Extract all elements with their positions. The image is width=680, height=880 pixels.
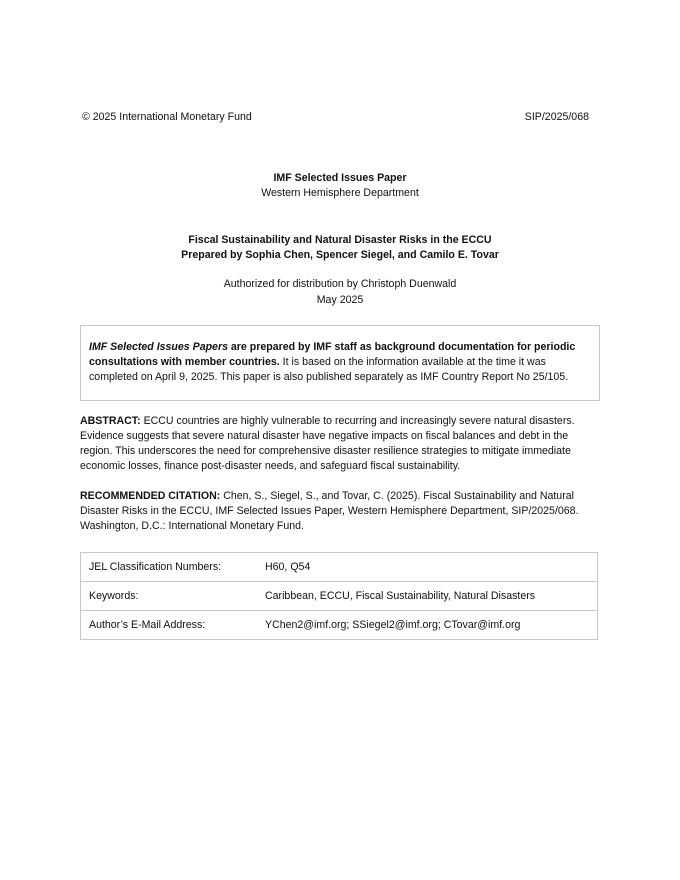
citation [80,489,600,534]
abstract-text: ECCU countries are highly vulnerable to recurring and increasingly severe natural disasters. Evidence suggests that severe natural disaster have negative impacts on fiscal balances and debt in the region. This underscores the need for comprehensive disaster resilience strategies to mitigate immediate economic losses, finance post-disaster needs, and safeguard fiscal sustainability. [80,415,575,472]
authorization: Authorized for distribution by Christoph Duenwald [223,278,457,290]
keywords-value: Caribbean, ECCU, Fiscal Sustainability, Natural Disasters [257,582,597,611]
abstract-label: ABSTRACT: [80,415,141,427]
email-label: Author’s E-Mail Address: [81,611,257,640]
citation-label: RECOMMENDED CITATION: [80,490,221,502]
table-row [81,553,597,582]
citation-text: Chen, S., Siegel, S., and Tovar, C. (2025). Fiscal Sustainability and Natural Disaster Risks in the ECCU, IMF Selected Issues Paper, Western Hemisphere Department, SIP/2025/068. Washington, D.C.: International Monetary Fund. [80,490,579,532]
series-title: IMF Selected Issues Paper [273,172,407,184]
notice-bold: are prepared by IMF staff as background documentation for periodic consultations with member countries. [89,341,576,368]
department: Western Hemisphere Department [261,187,419,199]
authors: Prepared by Sophia Chen, Spencer Siegel, and Camilo E. Tovar [181,249,499,261]
date: May 2025 [316,294,364,306]
paper-code: SIP/2025/068 [524,111,589,123]
metadata-table [80,552,598,640]
copyright: © 2025 International Monetary Fund [82,111,252,123]
notice-box [80,325,600,401]
email-value: YChen2@imf.org; SSiegel2@imf.org; CTovar@imf.org [257,611,597,640]
notice-italic: IMF Selected Issues Papers [89,341,228,353]
jel-value: H60, Q54 [257,553,597,582]
keywords-label: Keywords: [81,582,257,611]
table-row [81,582,597,611]
jel-label: JEL Classification Numbers: [81,553,257,582]
abstract [80,414,600,474]
table-row [81,611,597,640]
notice-text: It is based on the information available at the time it was completed on April 9, 2025. This paper is also published separately as IMF Country Report No 25/105. [89,356,569,383]
paper-title: Fiscal Sustainability and Natural Disaster Risks in the ECCU [188,234,492,246]
